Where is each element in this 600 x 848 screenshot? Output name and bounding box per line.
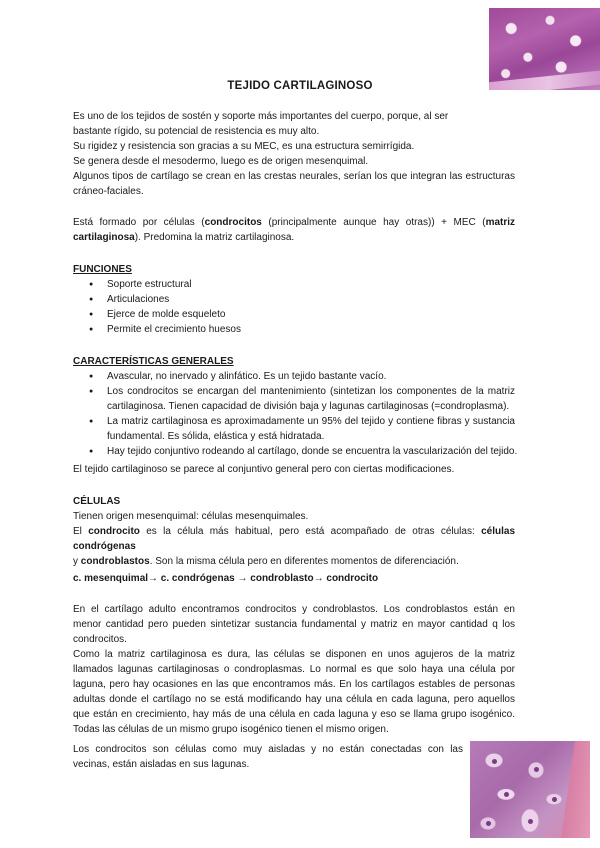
lagunas-line: Como la matriz cartilaginosa es dura, las células se disponen en unos agujeros de la matriz bbox=[73, 649, 515, 660]
caracteristicas-closing: El tejido cartilaginoso se parece al conjuntivo general pero con ciertas modificaciones. bbox=[73, 464, 455, 475]
cell-nucleus bbox=[486, 821, 491, 826]
text-run: Está formado por células ( bbox=[73, 217, 205, 228]
histology-image-top bbox=[489, 8, 600, 90]
intro-paragraph bbox=[73, 109, 515, 199]
list-item bbox=[73, 369, 515, 384]
item-line: fundamental. Es sólida, elástica y está hidratada. bbox=[107, 431, 325, 442]
adulto-line: En el cartílago adulto encontramos condrocitos y condroblastos. Los condroblastos están en bbox=[73, 604, 515, 615]
celulas-heading: CÉLULAS bbox=[73, 496, 121, 507]
aisladas-line: vecinas, están aisladas en sus lagunas. bbox=[73, 759, 250, 770]
lagunas-line: laguna, pero hay ocasiones en las que encontramos más. En los cartílagos estables de personas bbox=[73, 679, 515, 690]
composition-line bbox=[73, 230, 515, 245]
adulto-paragraph bbox=[73, 602, 515, 647]
term-matriz: matriz bbox=[485, 217, 516, 228]
intro-line: bastante rígido, su potencial de resistencia es muy alto. bbox=[73, 126, 320, 137]
funciones-list bbox=[73, 277, 515, 337]
text-run: es la célula más habitual, pero está acompañado de otras células: bbox=[139, 526, 482, 537]
celulas-paragraph bbox=[73, 509, 515, 569]
aisladas-line: Los condrocitos son células como muy aisladas y no están conectadas con las bbox=[73, 744, 463, 755]
cell-nucleus bbox=[504, 792, 509, 797]
item-line: ● Hay tejido conjuntivo rodeando al cartílago, donde se encuentra la vascularización del tejido. bbox=[107, 446, 518, 457]
text-run: y bbox=[73, 556, 81, 567]
list-item bbox=[73, 384, 515, 414]
image-edge bbox=[561, 741, 590, 838]
celulas-line: Tienen origen mesenquimal: células mesenquimales. bbox=[73, 511, 309, 522]
list-item bbox=[73, 444, 518, 459]
celulas-line bbox=[73, 524, 515, 554]
caracteristicas-list bbox=[73, 369, 518, 459]
lagunas-paragraph bbox=[73, 647, 515, 737]
intro-line: Se genera desde el mesodermo, luego es de origen mesenquimal. bbox=[73, 156, 369, 167]
lagunas-line: adultas donde el cartílago no se está modificando hay una célula en cada laguna, pero aquellos bbox=[73, 694, 515, 705]
intro-line: cráneo-faciales. bbox=[73, 186, 144, 197]
item-line: ● La matriz cartilaginosa es aproximadamente un 95% del tejido y contiene fibras y sustancia bbox=[107, 416, 515, 427]
intro-line: Algunos tipos de cartílago se crean en las crestas neurales, serían los que integran las estructuras bbox=[73, 171, 515, 182]
term-condroblastos: condroblastos bbox=[80, 556, 150, 567]
text-run: El bbox=[73, 526, 89, 537]
item-line: ● Los condrocitos se encargan del mantenimiento (sintetizan los componentes de la matriz bbox=[107, 386, 515, 397]
cell-nucleus bbox=[492, 759, 497, 764]
item-line: cartilaginosa. Tienen capacidad de división baja y lagunas cartilaginosas (=condroplasma). bbox=[107, 401, 510, 412]
item-line: ● Avascular, no inervado y alinfático. Es un tejido bastante vacío. bbox=[107, 371, 387, 382]
celulas-line bbox=[73, 554, 515, 569]
term-cartilaginosa: cartilaginosa bbox=[73, 232, 135, 243]
lagunas-line: que están en crecimiento, hay más de una célula en cada laguna y eso se llama grupo isogénico. bbox=[73, 709, 515, 720]
list-item: ● Soporte estructural bbox=[73, 277, 515, 292]
intro-line: Es uno de los tejidos de sostén y soporte más importantes del cuerpo, porque, al ser bbox=[73, 111, 449, 122]
list-item: ● Articulaciones bbox=[73, 292, 515, 307]
text-run: ). Predomina la matriz cartilaginosa. bbox=[134, 232, 295, 243]
list-item bbox=[73, 414, 515, 444]
page-title: TEJIDO CARTILAGINOSO bbox=[227, 80, 373, 92]
lagunas-line: Todas las células de un mismo grupo isogénico tienen el mismo origen. bbox=[73, 724, 389, 735]
text-run: . Son la misma célula pero en diferentes momentos de diferenciación. bbox=[149, 556, 459, 567]
cell-nucleus bbox=[552, 797, 557, 802]
cell-nucleus bbox=[534, 767, 539, 772]
differentiation-sequence: c. mesenquimal→ c. condrógenas → condroblasto→ condrocito bbox=[73, 573, 379, 584]
adulto-line: condrocitos. bbox=[73, 634, 127, 645]
term-celulas-condrogenas: células condrógenas bbox=[73, 526, 516, 552]
term-condrocitos: condrocitos bbox=[204, 217, 262, 228]
histology-image-bottom bbox=[470, 741, 590, 838]
funciones-heading: FUNCIONES bbox=[73, 264, 132, 275]
composition-paragraph bbox=[73, 215, 515, 245]
list-item: ● Permite el crecimiento huesos bbox=[73, 322, 515, 337]
aisladas-paragraph bbox=[73, 742, 463, 772]
caracteristicas-heading: CARACTERÍSTICAS GENERALES bbox=[73, 356, 234, 367]
list-item: ● Ejerce de molde esqueleto bbox=[73, 307, 515, 322]
adulto-line: menor cantidad pero pueden sintetizar sustancia fundamental y matriz en mayor cantidad q los bbox=[73, 619, 515, 630]
term-condrocito: condrocito bbox=[88, 526, 140, 537]
intro-line: Su rigidez y resistencia son gracias a su MEC, es una estructura semirrígida. bbox=[73, 141, 415, 152]
lagunas-line: llamados lagunas cartilaginosas o condroplasmas. Lo normal es que solo haya una célula por bbox=[73, 664, 515, 675]
composition-line bbox=[73, 215, 515, 230]
text-run: (principalmente aunque hay otras)) + MEC ( bbox=[261, 217, 486, 228]
cell-nucleus bbox=[528, 819, 533, 824]
